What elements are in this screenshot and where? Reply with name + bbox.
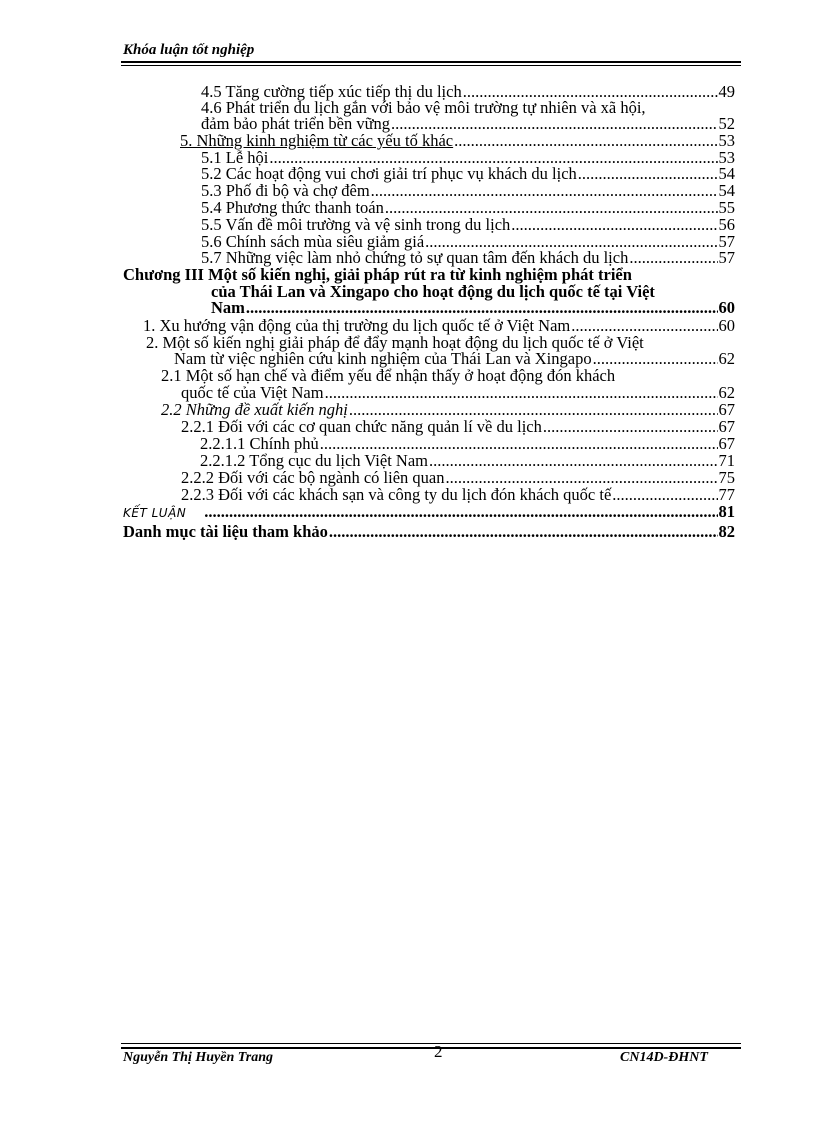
toc-entry-2-2-1[interactable]: 2.2.1 Đối với các cơ quan chức năng quản lí về du lịch ..... 67 xyxy=(181,419,735,434)
toc-entry-5-6[interactable]: 5.6 Chính sách mùa siêu giảm giá ..... 57 xyxy=(201,234,735,249)
header-rule-thin xyxy=(121,65,741,66)
footer-author: Nguyễn Thị Huyền Trang xyxy=(123,1050,273,1065)
toc-entry-2-line1[interactable]: 2. Một số kiến nghị giải pháp để đẩy mạnh hoạt động du lịch quốc tế ở Việt xyxy=(146,333,644,352)
toc-entry-5-5[interactable]: 5.5 Vấn đề môi trường và vệ sinh trong du lịch ..... 56 xyxy=(201,217,735,232)
toc-entry-2-2[interactable]: 2.2 Những đề xuất kiến nghị ..... 67 xyxy=(161,402,735,417)
header-rule-thick xyxy=(121,61,741,63)
footer-class-code: CN14D-ĐHNT xyxy=(620,1050,708,1065)
toc-entry-ket-luan[interactable]: KẾT LUẬN ..... 81 xyxy=(123,504,735,521)
toc-entry-2[interactable]: Nam từ việc nghiên cứu kinh nghiệm của Thái Lan và Xingapo ..... 62 xyxy=(174,351,735,366)
toc-entry-4-5[interactable]: 4.5 Tăng cường tiếp xúc tiếp thị du lịch ..... 49 xyxy=(201,84,735,99)
toc-entry-chapter-3-line1[interactable]: Chương III Một số kiến nghị, giải pháp rút ra từ kinh nghiệm phát triển xyxy=(123,265,632,284)
footer-rule-thick xyxy=(121,1047,741,1049)
header-title: Khóa luận tốt nghiệp xyxy=(123,42,255,58)
toc-entry-5-7[interactable]: 5.7 Những việc làm nhỏ chứng tỏ sự quan tâm đến khách du lịch ..... 57 xyxy=(201,250,735,265)
toc-entry-5[interactable]: 5. Những kinh nghiệm từ các yếu tố khác ..... 53 xyxy=(180,133,735,148)
toc-entry-chapter-3-line2[interactable]: của Thái Lan và Xingapo cho hoạt động du lịch quốc tế tại Việt xyxy=(211,282,655,301)
toc-entry-4-6-line1[interactable]: 4.6 Phát triển du lịch gắn với bảo vệ môi trường tự nhiên và xã hội, xyxy=(201,98,646,117)
toc-entry-5-3[interactable]: 5.3 Phố đi bộ và chợ đêm ..... 54 xyxy=(201,183,735,198)
toc-entry-1[interactable]: 1. Xu hướng vận động của thị trường du lịch quốc tế ở Việt Nam ..... 60 xyxy=(143,318,735,333)
toc-entry-2-2-3[interactable]: 2.2.3 Đối với các khách sạn và công ty du lịch đón khách quốc tế ..... 77 xyxy=(181,487,735,502)
footer-page-number: 2 xyxy=(434,1042,443,1061)
toc-entry-references[interactable]: Danh mục tài liệu tham khảo ..... 82 xyxy=(123,524,735,539)
toc-entry-2-1[interactable]: quốc tế của Việt Nam ..... 62 xyxy=(181,385,735,400)
toc-entry-2-2-1-1[interactable]: 2.2.1.1 Chính phủ ..... 67 xyxy=(200,436,735,451)
toc-entry-2-2-2[interactable]: 2.2.2 Đối với các bộ ngành có liên quan ..... 75 xyxy=(181,470,735,485)
toc-entry-chapter-3[interactable]: Nam ..... 60 xyxy=(211,300,735,315)
toc-entry-2-1-line1[interactable]: 2.1 Một số hạn chế và điểm yếu để nhận thấy ở hoạt động đón khách xyxy=(161,366,616,385)
toc-entry-4-6[interactable]: đảm bảo phát triển bền vững ..... 52 xyxy=(201,116,735,131)
toc-entry-5-4[interactable]: 5.4 Phương thức thanh toán ..... 55 xyxy=(201,200,735,215)
footer-rule-thin xyxy=(121,1043,741,1044)
toc-entry-2-2-1-2[interactable]: 2.2.1.2 Tổng cục du lịch Việt Nam ..... 71 xyxy=(200,453,735,468)
toc-entry-5-2[interactable]: 5.2 Các hoạt động vui chơi giải trí phục vụ khách du lịch ..... 54 xyxy=(201,166,735,181)
toc-entry-5-1[interactable]: 5.1 Lễ hội ..... 53 xyxy=(201,150,735,165)
